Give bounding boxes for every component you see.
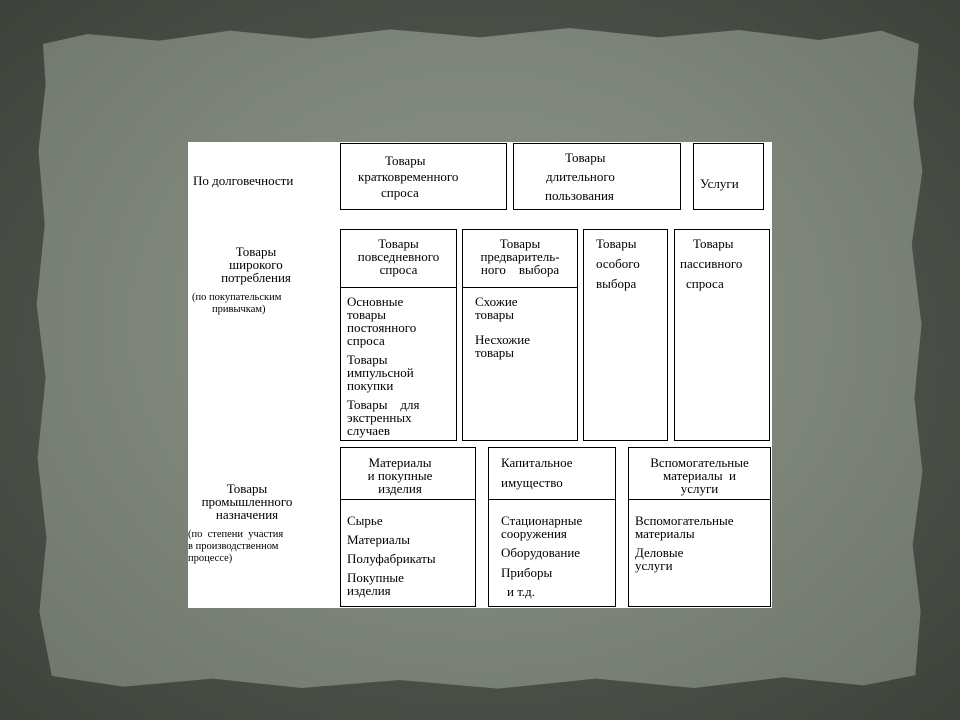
industrial-note-1: (по степени участия (188, 529, 284, 540)
special-line-2: особого (596, 256, 640, 271)
everyday-item2-line2: импульсной (347, 365, 414, 380)
capital-header-1: Капитальное (501, 455, 573, 470)
divider-materials (340, 499, 476, 500)
preselect-item2-line2: товары (475, 345, 514, 360)
divider-auxiliary (628, 499, 771, 500)
short-term-line-2: кратковременного (358, 169, 459, 184)
auxiliary-item-4: услуги (635, 558, 673, 573)
consumer-label-2: широкого (229, 257, 283, 272)
everyday-item1-line1: Основные (347, 294, 404, 309)
passive-line-1: Товары (693, 236, 734, 251)
auxiliary-item-3: Деловые (635, 545, 684, 560)
preselect-header-3: ного выбора (480, 262, 560, 277)
special-line-1: Товары (596, 236, 637, 251)
everyday-item3-line1: Товары для (347, 397, 420, 412)
preselect-header-1: Товары (499, 236, 541, 251)
consumer-note-2: привычкам) (212, 304, 266, 315)
passive-line-3: спроса (686, 276, 724, 291)
everyday-item1-line2: товары (347, 307, 386, 322)
preselect-item1-line2: товары (475, 307, 514, 322)
preselect-item1-line1: Схожие (475, 294, 518, 309)
industrial-label-2: промышленного (201, 494, 293, 509)
materials-item-2: Материалы (347, 532, 411, 547)
materials-item-1: Сырье (347, 513, 383, 528)
materials-item-3: Полуфабрикаты (347, 551, 436, 566)
long-term-line-3: пользования (545, 188, 614, 203)
capital-header-2: имущество (501, 475, 563, 490)
capital-item-5: и т.д. (507, 584, 536, 599)
everyday-header-1: Товары (378, 236, 419, 251)
capital-item-1: Стационарные (501, 513, 583, 528)
everyday-header-3: спроса (379, 262, 418, 277)
row-label-durability: По долговечности (193, 173, 294, 188)
short-term-line-3: спроса (381, 185, 419, 200)
auxiliary-item-1: Вспомогательные (635, 513, 734, 528)
long-term-line-1: Товары (565, 150, 606, 165)
preselect-item2-line1: Несхожие (475, 332, 530, 347)
preselect-header-2: предваритель- (480, 249, 560, 264)
industrial-note-3: процессе) (188, 553, 233, 564)
everyday-item1-line4: спроса (347, 333, 385, 348)
auxiliary-header-1: Вспомогательные (650, 455, 749, 470)
capital-item-4: Приборы (501, 565, 553, 580)
capital-item-3: Оборудование (501, 545, 581, 560)
services-label: Услуги (700, 176, 739, 191)
everyday-item3-line2: экстренных (347, 410, 412, 425)
product-classification-diagram (188, 142, 772, 608)
materials-header-2: и покупные (367, 468, 433, 483)
materials-item-4: Покупные (347, 570, 404, 585)
industrial-label-1: Товары (226, 481, 268, 496)
consumer-label-3: потребления (221, 270, 291, 285)
materials-item-5: изделия (347, 583, 391, 598)
auxiliary-item-2: материалы (635, 526, 695, 541)
industrial-note-2: в производственном (188, 541, 279, 552)
materials-header-1: Материалы (368, 455, 432, 470)
capital-item-2: сооружения (501, 526, 567, 541)
auxiliary-header-3: услуги (680, 481, 719, 496)
auxiliary-header-2: материалы и (662, 468, 737, 483)
divider-everyday (340, 287, 457, 288)
everyday-item1-line3: постоянного (347, 320, 417, 335)
special-line-3: выбора (596, 276, 637, 291)
industrial-label-3: назначения (215, 507, 279, 522)
consumer-label-1: Товары (235, 244, 277, 259)
long-term-line-2: длительного (546, 169, 615, 184)
passive-line-2: пассивного (680, 256, 743, 271)
everyday-item2-line1: Товары (347, 352, 388, 367)
everyday-item2-line3: покупки (347, 378, 394, 393)
materials-header-3: изделия (378, 481, 422, 496)
divider-preselect (462, 287, 578, 288)
everyday-item3-line3: случаев (347, 423, 390, 438)
consumer-note-1: (по покупательским (192, 292, 282, 303)
short-term-line-1: Товары (385, 153, 426, 168)
everyday-header-2: повседневного (357, 249, 440, 264)
divider-capital (488, 499, 616, 500)
